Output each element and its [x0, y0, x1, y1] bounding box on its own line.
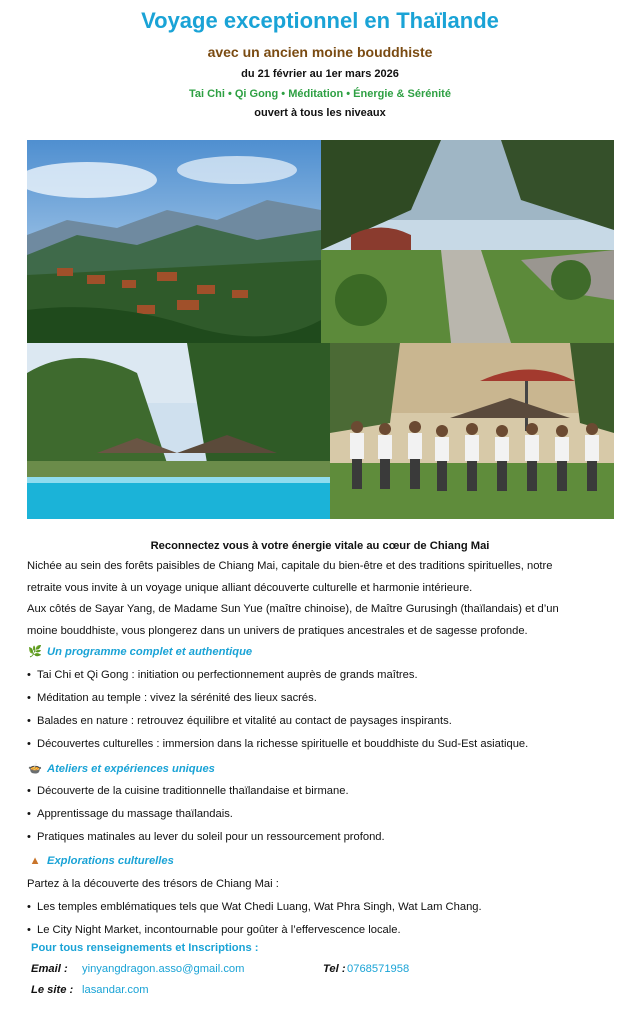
level-line: ouvert à tous les niveaux: [254, 107, 386, 119]
photo-mountain-resort: [27, 140, 321, 343]
section-heading-explorations: ▲ Explorations culturelles: [27, 855, 174, 867]
section-heading-workshops: 🍲 Ateliers et expériences uniques: [28, 763, 215, 775]
page-title: Voyage exceptionnel en Thaïlande: [141, 8, 499, 33]
site-label: Le site :: [31, 984, 74, 996]
list-item: • Les temples emblématiques tels que Wat Chedi Luang, Wat Phra Singh, Wat Lam Chang.: [27, 901, 482, 913]
tel-label: Tel :: [323, 963, 346, 975]
intro-paragraph-1: [27, 556, 617, 599]
list-item: • Tai Chi et Qi Gong : initiation ou perfectionnement auprès de grands maîtres.: [27, 669, 418, 681]
leaf-icon: 🌿: [28, 646, 42, 658]
page-subtitle: avec un ancien moine bouddhiste: [207, 44, 433, 60]
food-bowl-icon: 🍲: [28, 763, 42, 775]
section-heading-program: 🌿 Un programme complet et authentique: [28, 646, 253, 658]
list-item: • Le City Night Market, incontournable pour goûter à l’effervescence locale.: [27, 924, 401, 936]
tel-value[interactable]: 0768571958: [347, 963, 410, 975]
intro-p1-line2: retraite vous invite à un voyage unique alliant découverte culturelle et harmonie intérieure.: [27, 581, 473, 594]
intro-p2-line1: Aux côtés de Sayar Yang, de Madame Sun Yue (maître chinoise), de Maître Gurusingh (thaïlandais) et d’un: [27, 603, 559, 615]
list-item: • Découverte de la cuisine traditionnelle thaïlandaise et birmane.: [27, 785, 349, 797]
list-item: • Balades en nature : retrouvez équilibre et vitalité au contact de paysages inspirants.: [27, 715, 452, 727]
list-item: • Méditation au temple : vivez la sérénité des lieux sacrés.: [27, 692, 317, 704]
intro-paragraph-2: [27, 599, 617, 642]
contact-heading: Pour tous renseignements et Inscriptions :: [31, 942, 259, 954]
trip-dates: du 21 février au 1er mars 2026: [241, 68, 399, 80]
disciplines-line: Tai Chi • Qi Gong • Méditation • Énergie & Sérénité: [189, 88, 451, 100]
list-item: • Découvertes culturelles : immersion dans la richesse spirituelle et bouddhiste du Sud-Est asiatique.: [27, 738, 529, 750]
list-item: • Apprentissage du massage thaïlandais.: [27, 808, 233, 820]
email-label: Email :: [31, 963, 68, 975]
temple-icon: ▲: [29, 855, 41, 867]
photo-garden-path: [321, 140, 614, 343]
intro-title: Reconnectez vous à votre énergie vitale au cœur de Chiang Mai: [150, 540, 490, 552]
intro-p2-line2: moine bouddhiste, vous plongerez dans un univers de pratiques ancestrales et de sagesse profonde.: [27, 624, 528, 637]
photo-group-practice: [330, 343, 614, 519]
intro-p1-line1: Nichée au sein des forêts paisibles de Chiang Mai, capitale du bien-être et des traditions spirituelles, notre: [27, 560, 553, 572]
section-intro: Partez à la découverte des trésors de Chiang Mai :: [27, 878, 279, 890]
photo-pool: [27, 343, 330, 519]
site-link[interactable]: lasandar.com: [82, 984, 149, 996]
email-link[interactable]: yinyangdragon.asso@gmail.com: [82, 963, 245, 975]
list-item: • Pratiques matinales au lever du soleil pour un ressourcement profond.: [27, 831, 385, 843]
